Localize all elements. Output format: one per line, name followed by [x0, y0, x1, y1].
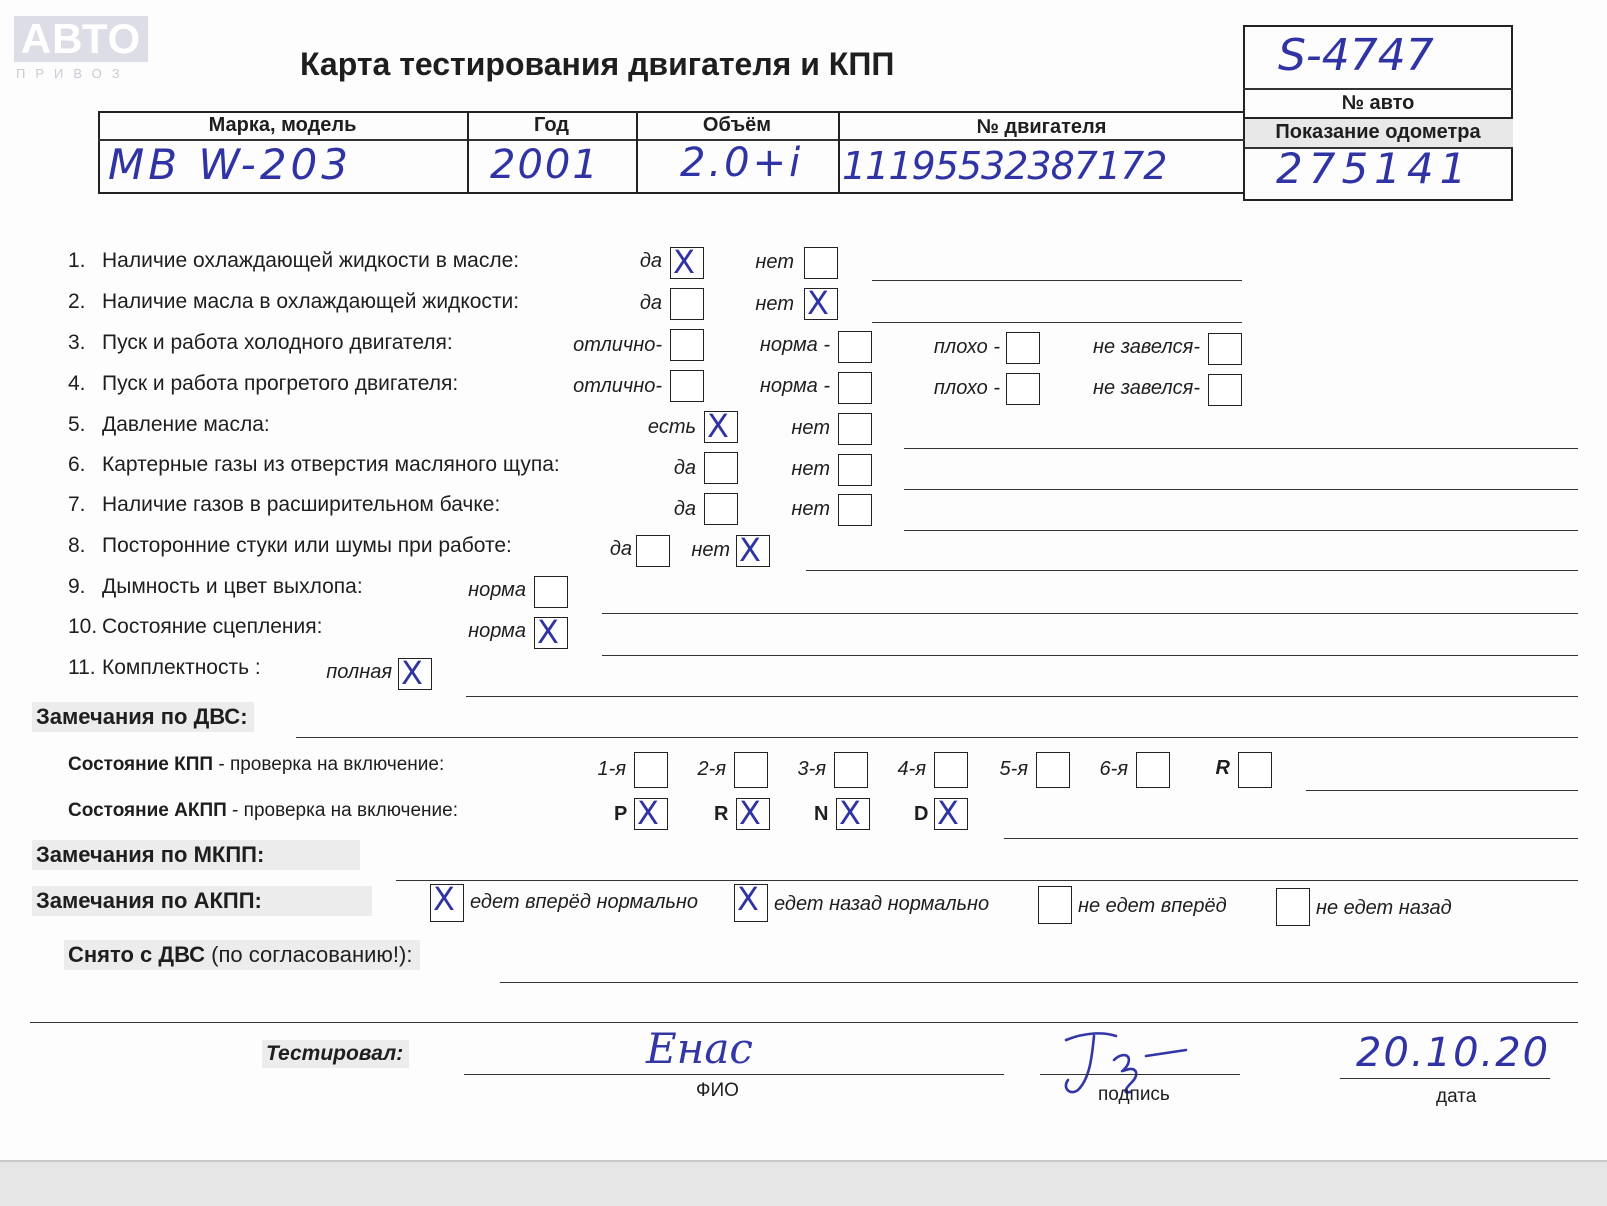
akpp-remark-option: не едет назад — [1316, 897, 1452, 919]
option-label: да — [639, 292, 662, 314]
checkbox[interactable] — [804, 247, 838, 279]
option-label: нет — [791, 458, 830, 480]
year-label: Год — [534, 114, 569, 136]
akpp-remark-option: едет назад нормально — [774, 893, 990, 915]
checkbox[interactable] — [534, 613, 568, 651]
checkbox[interactable] — [838, 372, 872, 404]
gear-checkbox[interactable] — [1036, 752, 1070, 788]
option-label: отлично- — [573, 375, 662, 397]
akpp-note-line — [1004, 838, 1578, 839]
volume-label: Объём — [702, 114, 772, 136]
option-label: плохо - — [933, 336, 1000, 358]
akpp-mode-label: R — [714, 803, 729, 825]
checkbox[interactable] — [704, 493, 738, 525]
akpp-checkbox[interactable] — [634, 794, 668, 832]
checkbox[interactable] — [1208, 374, 1242, 406]
akpp-label — [68, 800, 458, 822]
signature-caption: подпись — [1098, 1084, 1170, 1105]
check-mark: X — [673, 243, 695, 281]
akpp-mode-label: N — [814, 803, 829, 825]
akpp-remark-checkbox[interactable] — [1276, 888, 1310, 926]
item-label: Посторонние стуки или шумы при работе: — [102, 534, 512, 557]
option-label: нет — [791, 417, 830, 439]
remarks-mkpp-label: Замечания по МКПП: — [32, 840, 360, 870]
year-value: 2001 — [490, 142, 600, 188]
akpp-label-bold: Состояние АКПП — [68, 800, 227, 821]
check-mark: X — [807, 284, 829, 322]
scan-footer-strip — [0, 1162, 1607, 1206]
gear-label: 5-я — [999, 758, 1028, 780]
checkbox[interactable] — [636, 535, 670, 567]
signature-line — [1040, 1074, 1240, 1075]
separator-line — [30, 1022, 1578, 1023]
checkbox[interactable] — [736, 531, 770, 569]
checkbox[interactable] — [1208, 333, 1242, 365]
option-label: да — [673, 498, 696, 520]
option-label: да — [609, 538, 632, 560]
remarks-dvs-label: Замечания по ДВС: — [32, 702, 254, 732]
gear-label: 1-я — [597, 758, 626, 780]
odometer-label: Показание одометра — [1275, 121, 1481, 143]
name-caption: ФИО — [696, 1080, 739, 1101]
item-number: 7. — [68, 493, 86, 516]
checkbox[interactable] — [838, 413, 872, 445]
check-mark: X — [537, 613, 559, 651]
akpp-remark-checkbox[interactable] — [430, 880, 464, 922]
removed-from-dvs-label — [64, 940, 420, 970]
gear-checkbox[interactable] — [734, 752, 768, 788]
item-label: Давление масла: — [102, 413, 270, 436]
name-line — [464, 1074, 1004, 1075]
gear-checkbox[interactable] — [934, 752, 968, 788]
option-label: плохо - — [933, 377, 1000, 399]
note-line — [602, 655, 1578, 656]
item-label: Наличие масла в охлаждающей жидкости: — [102, 290, 520, 313]
check-mark: X — [637, 794, 659, 832]
option-label: отлично- — [573, 334, 662, 356]
remarks-dvs-line — [296, 737, 1578, 738]
item-number: 6. — [68, 453, 86, 476]
check-mark: X — [937, 794, 959, 832]
option-label: нет — [791, 498, 830, 520]
item-label: Пуск и работа прогретого двигателя: — [102, 372, 459, 395]
gear-checkbox[interactable] — [1238, 752, 1272, 788]
option-label: норма - — [759, 375, 830, 397]
akpp-checkbox[interactable] — [934, 794, 968, 832]
remarks-mkpp-line — [396, 880, 1578, 881]
item-label: Пуск и работа холодного двигателя: — [102, 331, 453, 354]
option-label: норма - — [759, 334, 830, 356]
note-line — [904, 448, 1578, 449]
akpp-remark-checkbox[interactable] — [1038, 886, 1072, 924]
check-mark: X — [707, 407, 729, 445]
akpp-checkbox[interactable] — [736, 794, 770, 832]
check-mark: X — [739, 794, 761, 832]
option-label: норма — [468, 620, 526, 642]
kpp-label-bold: Состояние КПП — [68, 754, 214, 775]
logo-subtitle: ПРИВОЗ — [16, 66, 130, 81]
akpp-remark-option: едет вперёд нормально — [470, 891, 699, 913]
item-label: Комплектность : — [102, 656, 261, 679]
option-label: норма — [468, 579, 526, 601]
removed-rest: (по согласованию!): — [205, 942, 413, 967]
option-label: есть — [647, 416, 696, 438]
item-number: 10. — [68, 615, 98, 638]
item-number: 9. — [68, 575, 86, 598]
checkbox[interactable] — [1006, 332, 1040, 364]
item-number: 3. — [68, 331, 86, 354]
akpp-label-rest: - проверка на включение: — [226, 800, 458, 821]
kpp-label-rest: - проверка на включение: — [213, 754, 445, 775]
odometer-value: 275141 — [1276, 144, 1473, 193]
note-line — [806, 570, 1578, 571]
checkbox[interactable] — [838, 331, 872, 363]
model-value: MB W-203 — [108, 140, 352, 189]
remarks-akpp-label: Замечания по АКПП: — [32, 886, 372, 916]
checkbox[interactable] — [534, 576, 568, 608]
item-label: Картерные газы из отверстия масляного щупа: — [102, 453, 560, 476]
check-mark: X — [401, 654, 423, 692]
akpp-remark-option: не едет вперёд — [1078, 895, 1227, 917]
auto-number-value: S-4747 — [1278, 30, 1434, 81]
kpp-label — [68, 754, 444, 776]
option-label: не завелся- — [1093, 336, 1200, 358]
checkbox[interactable] — [398, 654, 432, 692]
item-number: 8. — [68, 534, 86, 557]
akpp-remark-checkbox[interactable] — [734, 880, 768, 922]
date-caption: дата — [1436, 1086, 1477, 1107]
akpp-mode-label: D — [914, 803, 929, 825]
item-number: 4. — [68, 372, 86, 395]
date-value: 20.10.20 — [1356, 1030, 1551, 1076]
checkbox[interactable] — [670, 288, 704, 320]
gear-checkbox[interactable] — [634, 752, 668, 788]
date-line — [1340, 1078, 1550, 1079]
check-mark: X — [433, 880, 455, 918]
check-mark: X — [839, 794, 861, 832]
auto-box-divider — [1243, 88, 1513, 90]
akpp-checkbox[interactable] — [836, 794, 870, 832]
note-line — [466, 696, 1578, 697]
engine-number-value: 11195532387172 — [842, 144, 1167, 188]
gear-checkbox[interactable] — [1136, 752, 1170, 788]
checkbox[interactable] — [804, 284, 838, 322]
option-label: да — [673, 457, 696, 479]
option-label: полная — [326, 661, 392, 683]
option-label: нет — [691, 539, 730, 561]
option-label: да — [639, 250, 662, 272]
gear-label: R — [1215, 757, 1230, 779]
tested-by-label: Тестировал: — [262, 1040, 409, 1068]
removed-line — [500, 982, 1578, 983]
engine-number-label: № двигателя — [976, 116, 1107, 138]
checkbox[interactable] — [670, 370, 704, 402]
item-label: Наличие газов в расширительном бачке: — [102, 493, 501, 516]
page-title: Карта тестирования двигателя и КПП — [300, 46, 895, 82]
auto-number-label: № авто — [1341, 92, 1415, 114]
check-mark: X — [739, 531, 761, 569]
note-line — [872, 322, 1242, 323]
checkbox[interactable] — [704, 407, 738, 445]
note-line — [872, 280, 1242, 281]
item-number: 5. — [68, 413, 86, 436]
checkbox[interactable] — [1006, 373, 1040, 405]
note-line — [904, 489, 1578, 490]
tester-name-value: Енас — [646, 1024, 753, 1073]
gear-label: 6-я — [1099, 758, 1128, 780]
option-label: нет — [755, 251, 794, 273]
checkbox[interactable] — [838, 454, 872, 486]
check-mark: X — [737, 880, 759, 918]
checkbox[interactable] — [838, 494, 872, 526]
kpp-note-line — [1306, 790, 1578, 791]
gear-label: 4-я — [897, 758, 926, 780]
gear-label: 2-я — [697, 758, 726, 780]
item-label: Дымность и цвет выхлопа: — [102, 575, 363, 598]
volume-value: 2.0+i — [680, 140, 804, 186]
checkbox[interactable] — [670, 243, 704, 281]
checkbox[interactable] — [670, 329, 704, 361]
item-number: 1. — [68, 249, 86, 272]
gear-label: 3-я — [797, 758, 826, 780]
note-line — [904, 530, 1578, 531]
logo: АВТО — [14, 16, 148, 62]
option-label: нет — [755, 293, 794, 315]
item-number: 11. — [68, 656, 96, 679]
model-label: Марка, модель — [208, 114, 357, 136]
checkbox[interactable] — [704, 452, 738, 484]
item-label: Состояние сцепления: — [102, 615, 323, 638]
gear-checkbox[interactable] — [834, 752, 868, 788]
item-label: Наличие охлаждающей жидкости в масле: — [102, 249, 520, 272]
akpp-mode-label: P — [614, 803, 628, 825]
option-label: не завелся- — [1093, 377, 1200, 399]
removed-bold: Снято с ДВС — [68, 942, 206, 967]
note-line — [602, 613, 1578, 614]
item-number: 2. — [68, 290, 86, 313]
